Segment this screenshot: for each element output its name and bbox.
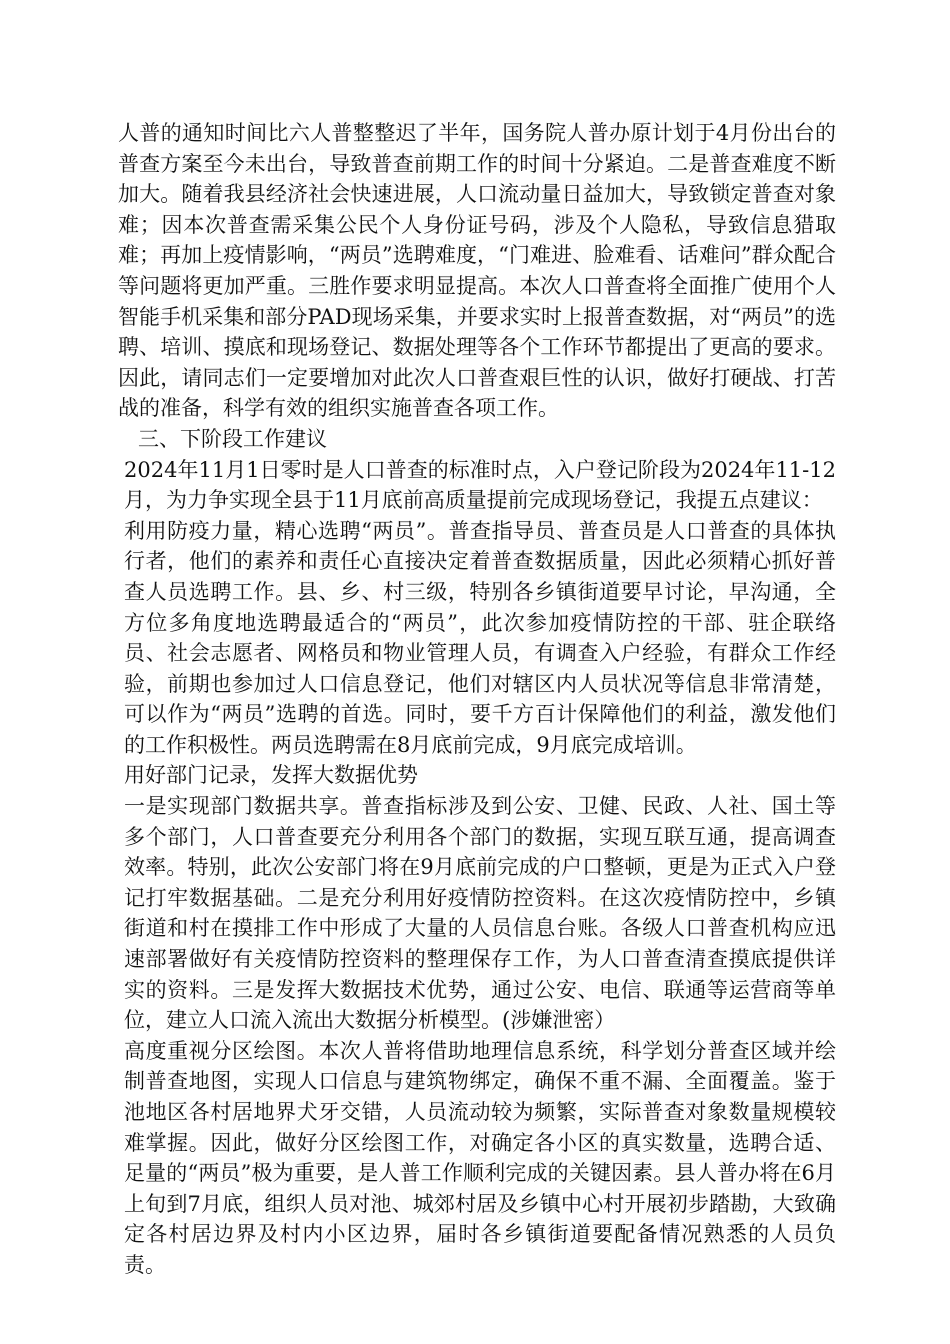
paragraph-difficulty: 人普的通知时间比六人普整整迟了半年，国务院人普办原计划于4月份出台的普查方案至今未出台，导致普查前期工作的时间十分紧迫。二是普查难度不断加大。随着我县经济社会快速进展，人口流动量日益加大，导致锁定普查对象难；因本次普查需采集公民个人身份证号码，涉及个人隐私，导致信息猎取难；再加上疫情影响，“两员”选聘难度，“门难进、脸难看、话难问”群众配合等问题将更加严重。三胜作要求明显提高。本次人口普查将全面推广使用个人智能手机采集和部分PAD现场采集，并要求实时上报普查数据，对“两员”的选聘、培训、摸底和现场登记、数据处理等各个工作环节都提出了更高的要求。因此，请同志们一定要增加对此次人口普查艰巨性的认识，做好打硬战、打苦战的准备，科学有效的组织实施普查各项工作。 xyxy=(118,121,836,421)
paragraph-timeline: 2024年11月1日零时是人口普查的标准时点，入户登记阶段为2024年11-12月，为力争实现全县于11月底前高质量提前完成现场登记，我提五点建议： xyxy=(124,457,836,513)
document-page xyxy=(118,118,836,1281)
paragraph-zoning-map: 高度重视分区绘图。本次人普将借助地理信息系统，科学划分普查区域并绘制普查地图，实现人口信息与建筑物绑定，确保不重不漏、全面覆盖。鉴于池地区各村居地界犬牙交错，人员流动较为频繁，实际普查对象数量规模较难掌握。因此，做好分区绘图工作，对确定各小区的真实数量，选聘合适、足量的“两员”极为重要，是人普工作顺利完成的关键因素。县人普办将在6月上旬到7月底，组织人员对池、城郊村居及乡镇中心村开展初步踏勘，大致确定各村居边界及村内小区边界，届时各乡镇街道要配备情况熟悉的人员负责。 xyxy=(124,1038,836,1277)
section-heading: 三、下阶段工作建议 xyxy=(138,426,327,451)
paragraph-data-sharing: 一是实现部门数据共享。普查指标涉及到公安、卫健、民政、人社、国土等多个部门，人口普查要充分利用各个部门的数据，实现互联互通，提高调查效率。特别，此次公安部门将在9月底前完成的户口整顿，更是为正式入户登记打牢数据基础。二是充分利用好疫情防控资料。在这次疫情防控中，乡镇街道和村在摸排工作中形成了大量的人员信息台账。各级人口普查机构应迅速部署做好有关疫情防控资料的整理保存工作，为人口普查清查摸底提供详实的资料。三是发挥大数据技术优势，通过公安、电信、联通等运营商等单位，建立人口流入流出大数据分析模型。(涉嫌泄密） xyxy=(124,794,836,1033)
paragraph-recruitment: 利用防疫力量，精心选聘“两员”。普查指导员、普查员是人口普查的具体执行者，他们的素养和责任心直接决定着普查数据质量，因此必须精心抓好普查人员选聘工作。县、乡、村三级，特别各乡镇街道要早讨论，早沟通，全方位多角度地选聘最适合的“两员”，此次参加疫情防控的干部、驻企联络员、社会志愿者、网格员和物业管理人员，有调查入户经验，有群众工作经验，前期也参加过人口信息登记，他们对辖区内人员状况等信息非常清楚，可以作为“两员”选聘的首选。同时，要千方百计保障他们的利益，激发他们的工作积极性。两员选聘需在8月底前完成，9月底完成培训。 xyxy=(124,518,836,757)
paragraph-big-data-title: 用好部门记录，发挥大数据优势 xyxy=(124,763,418,788)
